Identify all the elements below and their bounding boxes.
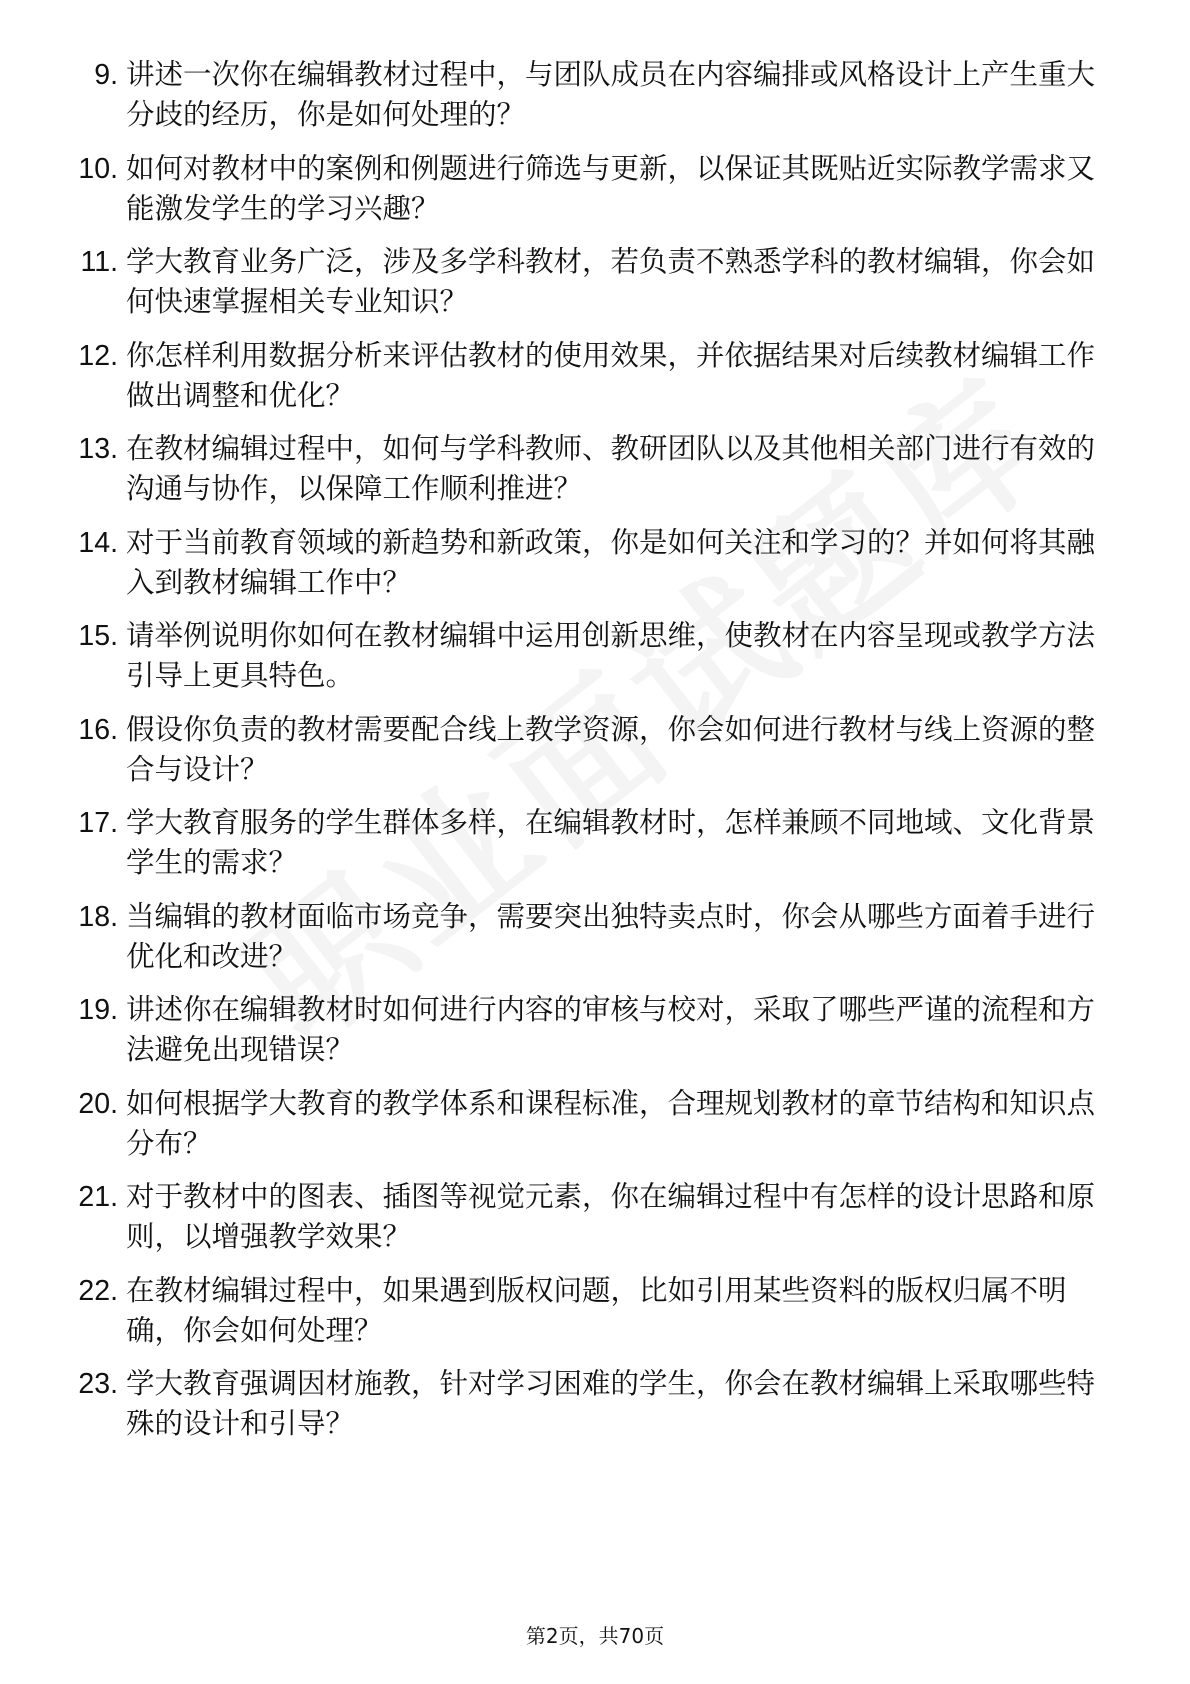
question-number: 11. (80, 246, 118, 278)
question-text: 讲述你在编辑教材时如何进行内容的审核与校对，采取了哪些严谨的流程和方法避免出现错误？ (126, 993, 1096, 1066)
question-number: 9. (94, 59, 118, 91)
question-number: 13. (78, 433, 118, 465)
question-text: 你怎样利用数据分析来评估教材的使用效果，并依据结果对后续教材编辑工作做出调整和优化？ (126, 338, 1096, 412)
question-item (58, 55, 1118, 135)
question-item (58, 710, 1118, 790)
question-number: 10. (78, 152, 118, 185)
question-number: 15. (78, 620, 118, 652)
question-item (58, 429, 1118, 509)
question-item (58, 242, 1118, 322)
question-text: 在教材编辑过程中，如何与学科教师、教研团队以及其他相关部门进行有效的沟通与协作，以保障工作顺利推进？ (126, 432, 1096, 505)
question-number: 16. (78, 713, 118, 746)
question-text: 如何根据学大教育的教学体系和课程标准，合理规划教材的章节结构和知识点分布？ (126, 1086, 1096, 1160)
question-text: 如何对教材中的案例和例题进行筛选与更新，以保证其既贴近实际教学需求又能激发学生的学习兴趣？ (126, 151, 1096, 225)
question-number: 22. (78, 1274, 118, 1307)
question-number: 21. (78, 1181, 118, 1213)
question-item (58, 1084, 1118, 1164)
question-text: 对于当前教育领域的新趋势和新政策，你是如何关注和学习的？并如何将其融入到教材编辑工作中？ (126, 525, 1096, 599)
question-item (58, 897, 1118, 977)
question-text: 请举例说明你如何在教材编辑中运用创新思维，使教材在内容呈现或教学方法引导上更具特色。 (126, 619, 1096, 692)
question-item (58, 1271, 1118, 1351)
question-item (58, 616, 1118, 696)
question-text: 当编辑的教材面临市场竞争，需要突出独特卖点时，你会从哪些方面着手进行优化和改进？ (126, 899, 1096, 973)
question-item (58, 149, 1118, 229)
question-item (58, 336, 1118, 416)
question-number: 20. (78, 1087, 118, 1120)
question-item (58, 1177, 1118, 1257)
question-text: 在教材编辑过程中，如果遇到版权问题，比如引用某些资料的版权归属不明确，你会如何处理？ (126, 1273, 1067, 1347)
question-item (58, 803, 1118, 883)
question-item (58, 523, 1118, 603)
question-text: 讲述一次你在编辑教材过程中，与团队成员在内容编排或风格设计上产生重大分歧的经历，你是如何处理的？ (126, 58, 1096, 131)
question-number: 19. (78, 994, 118, 1026)
question-number: 17. (78, 807, 118, 839)
question-number: 12. (78, 339, 118, 372)
page-footer: 第2页，共70页 (525, 1624, 665, 1648)
question-list (58, 55, 1118, 1458)
question-item (58, 990, 1118, 1070)
question-item (58, 1364, 1118, 1444)
question-number: 14. (78, 526, 118, 559)
question-number: 18. (78, 900, 118, 933)
question-text: 学大教育强调因材施教，针对学习困难的学生，你会在教材编辑上采取哪些特殊的设计和引导？ (126, 1367, 1096, 1440)
question-text: 学大教育服务的学生群体多样，在编辑教材时，怎样兼顾不同地域、文化背景学生的需求？ (126, 806, 1096, 879)
question-text: 学大教育业务广泛，涉及多学科教材，若负责不熟悉学科的教材编辑，你会如何快速掌握相关专业知识？ (126, 245, 1096, 318)
question-text: 假设你负责的教材需要配合线上教学资源，你会如何进行教材与线上资源的整合与设计？ (126, 712, 1096, 786)
question-text: 对于教材中的图表、插图等视觉元素，你在编辑过程中有怎样的设计思路和原则，以增强教学效果？ (126, 1180, 1096, 1253)
question-number: 23. (78, 1368, 118, 1400)
